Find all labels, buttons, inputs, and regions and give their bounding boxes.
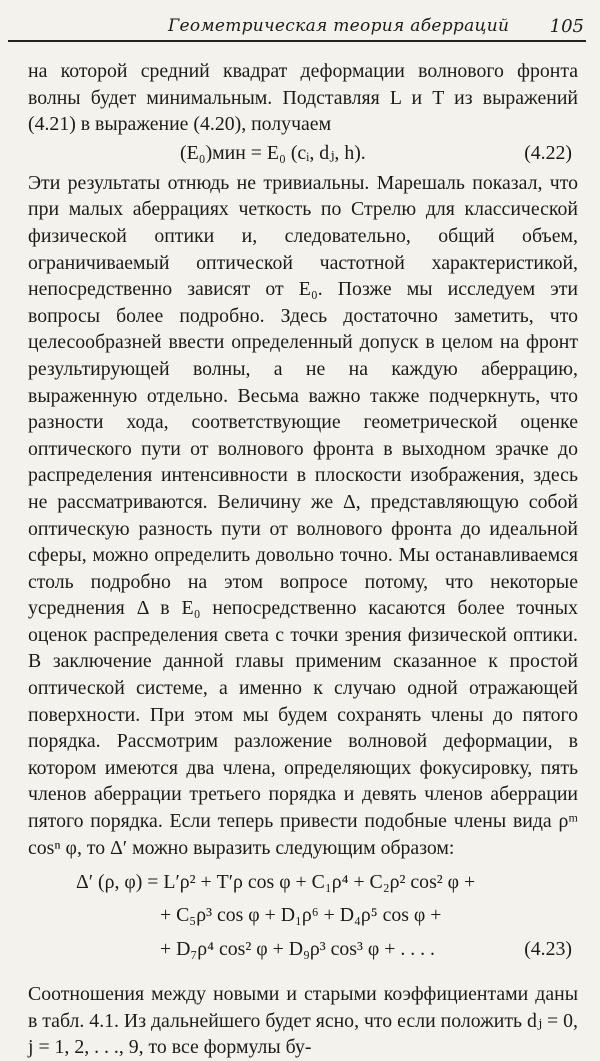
equation-4-23-line-3: + D₇ρ⁴ cos² φ + D₉ρ³ cos³ φ + . . . . <box>160 938 435 961</box>
paragraph-main: Эти результаты отнюдь не тривиальны. Марешаль показал, что при малых аберрациях четкость по Стрелю для классической физической оптики и, следовательно, общий объем, ограничиваемый оптической частотной характеристикой, непосредственно зависят от E₀. Позже мы исследуем эти вопросы более подробно. Здесь достаточно заметить, что целесообразней ввести определенный допуск в целом на фронт результирующей волны, а не на каждую аберрацию, выраженную отдельно. Весьма важно также подчеркнуть, что разности хода, соответствующие геометрической оценке оптического пути от волнового фронта в выходном зрачке до распределения интенсивности в плоскости изображения, здесь не рассматриваются. Величину же Δ, представляющую собой оптическую разность пути от волнового фронта до идеальной сферы, можно определить довольно точно. Мы останавливаемся столь подробно на этом вопросе потому, что некоторые усреднения Δ в E₀ непосредственно касаются более точных оценок распределения света с точки зрения физической оптики. В заключение данной главы применим сказанное к простой оптической системе, а именно к случаю одной отражающей поверхности. При этом мы будем сохранять члены до пятого порядка. Рассмотрим разложение волновой деформации, в котором имеются два члена, определяющих фокусировку, пять членов аберрации третьего порядка и девять членов аберрации пятого порядка. Если теперь привести подобные члены вида ρᵐ cosⁿ φ, то Δ′ можно выразить следующим образом: <box>28 171 578 859</box>
equation-4-23-number: (4.23) <box>524 938 572 961</box>
equation-4-23-line-2: + C₅ρ³ cos φ + D₁ρ⁶ + D₄ρ⁵ cos φ + <box>160 904 442 927</box>
running-head: Геометрическая теория аберраций <box>168 16 510 36</box>
equation-4-22 <box>28 138 578 170</box>
body-text <box>28 58 578 1061</box>
paragraph-closing: Соотношения между новыми и старыми коэффициентами даны в табл. 4.1. Из дальнейшего будет ясно, что если положить dⱼ = 0, j = 1, 2, . . ., 9, то все формулы бу- <box>28 983 578 1059</box>
equation-4-22-expression: (E₀)мин = E₀ (cᵢ, dⱼ, h). <box>180 141 366 164</box>
equation-4-23 <box>28 869 578 973</box>
equation-4-22-number: (4.22) <box>524 141 572 164</box>
page-number: 105 <box>549 16 584 37</box>
page-header <box>8 4 586 42</box>
paragraph-intro: на которой средний квадрат деформации волнового фронта волны будет минимальным. Подставляя L и T из выражений (4.21) в выражение (4.20), получаем <box>28 60 578 136</box>
equation-4-23-line-1: Δ′ (ρ, φ) = L′ρ² + T′ρ cos φ + C₁ρ⁴ + C₂ρ² cos² φ + <box>76 871 476 894</box>
